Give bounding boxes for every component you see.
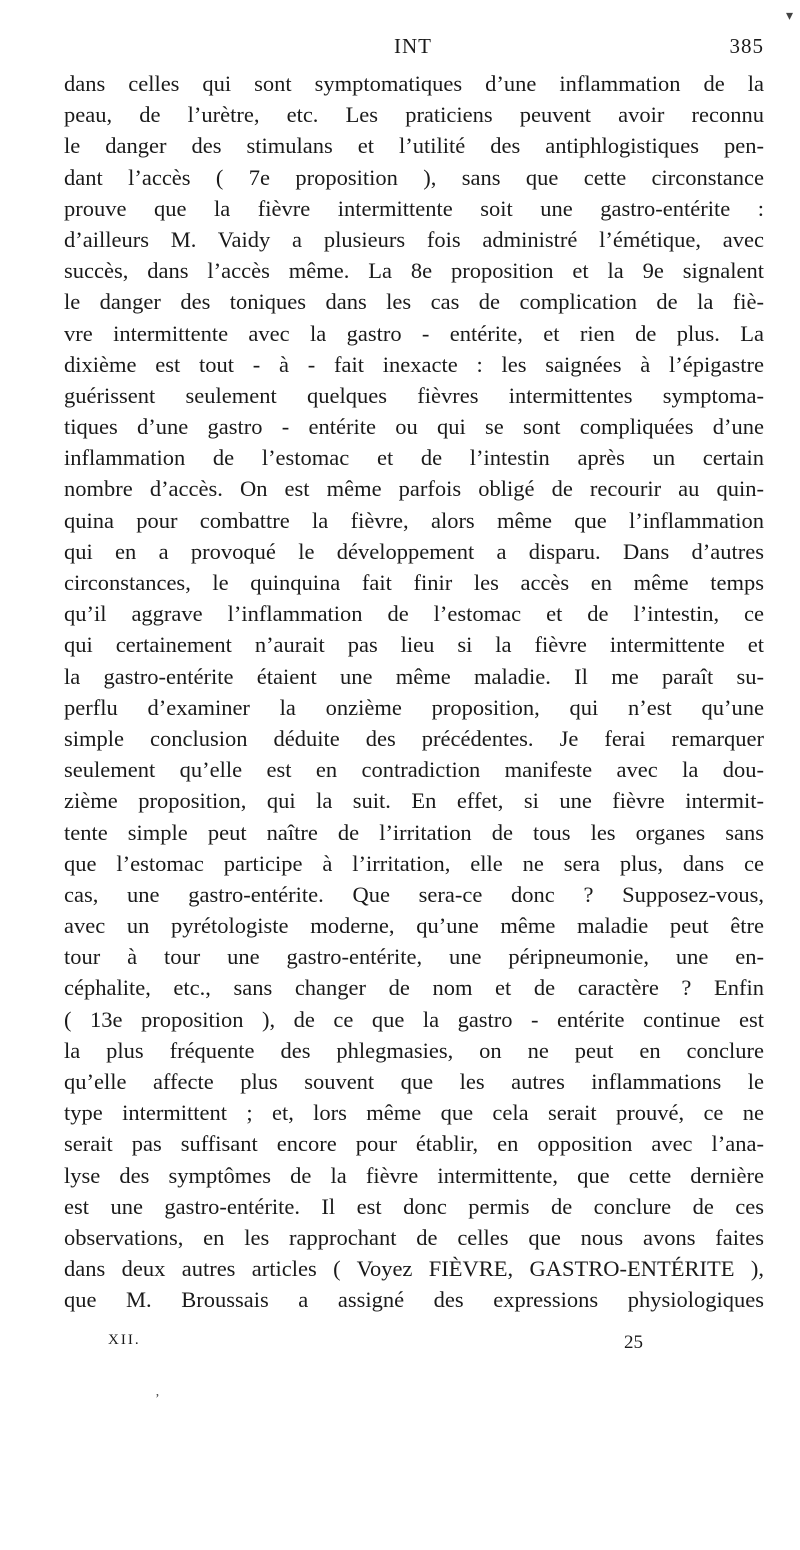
text-line: qu’elle affecte plus souvent que les autres inflammations le	[64, 1069, 764, 1094]
text-line: inflammation de l’estomac et de l’intestin après un certain	[64, 445, 764, 471]
text-line: nombre d’accès. On est même parfois obligé de recourir au quin-	[64, 476, 764, 502]
running-title: INT	[394, 34, 432, 58]
text-line: observations, en les rapprochant de celles que nous avons faites	[64, 1224, 764, 1250]
text-line: circonstances, le quinquina fait finir les accès en même temps	[64, 570, 764, 595]
text-line: qui en a provoqué le développement a disparu. Dans d’autres	[64, 538, 764, 564]
text-line: perflu d’examiner la onzième proposition, qui n’est qu’une	[64, 694, 764, 720]
text-line: le danger des toniques dans les cas de complication de la fiè-	[64, 289, 764, 315]
text-line: zième proposition, qui la suit. En effet, si une fièvre intermit-	[64, 788, 764, 814]
text-line: dixième est tout - à - fait inexacte : les saignées à l’épigastre	[64, 351, 764, 377]
text-line: simple conclusion déduite des précédentes. Je ferai remarquer	[64, 725, 764, 751]
stray-mark: ʼ	[155, 1392, 160, 1407]
text-line: le danger des stimulans et l’utilité des antiphlogistiques pen-	[64, 133, 764, 159]
text-line: vre intermittente avec la gastro - entérite, et rien de plus. La	[64, 320, 764, 346]
text-line: lyse des symptômes de la fièvre intermittente, que cette dernière	[64, 1162, 764, 1188]
text-line: type intermittent ; et, lors même que cela serait prouvé, ce ne	[64, 1100, 764, 1126]
body-text	[64, 68, 764, 1316]
text-line: serait pas suffisant encore pour établir, en opposition avec l’ana-	[64, 1131, 764, 1157]
text-line: tour à tour une gastro-entérite, une péripneumonie, une en-	[64, 944, 764, 970]
text-line: tiques d’une gastro - entérite ou qui se sont compliquées d’une	[64, 414, 764, 440]
running-header	[64, 34, 764, 64]
text-line: dant l’accès ( 7e proposition ), sans que cette circonstance	[64, 164, 764, 190]
signature-mark: XII.	[108, 1332, 141, 1348]
page-footer	[108, 1332, 668, 1360]
text-line: tente simple peut naître de l’irritation de tous les organes sans	[64, 819, 764, 845]
text-line: qui certainement n’aurait pas lieu si la fièvre intermittente et	[64, 632, 764, 658]
text-line: qu’il aggrave l’inflammation de l’estomac et de l’intestin, ce	[64, 601, 764, 627]
stray-mark: ▾	[786, 9, 794, 24]
text-line: avec un pyrétologiste moderne, qu’une même maladie peut être	[64, 913, 764, 939]
text-line: ( 13e proposition ), de ce que la gastro - entérite continue est	[64, 1006, 764, 1032]
text-line: céphalite, etc., sans changer de nom et de caractère ? Enfin	[64, 975, 764, 1001]
text-line: dans deux autres articles ( Voyez FIÈVRE, GASTRO-ENTÉRITE ),	[64, 1256, 764, 1282]
text-line: peau, de l’urètre, etc. Les praticiens peuvent avoir reconnu	[64, 102, 764, 128]
text-line: est une gastro-entérite. Il est donc permis de conclure de ces	[64, 1193, 764, 1219]
text-line: la plus fréquente des phlegmasies, on ne peut en conclure	[64, 1037, 764, 1063]
text-line: guérissent seulement quelques fièvres intermittentes symptoma-	[64, 382, 764, 408]
gathering-number: 25	[624, 1332, 643, 1353]
text-line: que l’estomac participe à l’irritation, elle ne sera plus, dans ce	[64, 850, 764, 876]
text-line: quina pour combattre la fièvre, alors même que l’inflammation	[64, 507, 764, 533]
text-line: la gastro-entérite étaient une même maladie. Il me paraît su-	[64, 663, 764, 689]
text-line: prouve que la fièvre intermittente soit une gastro-entérite :	[64, 195, 764, 221]
text-line: que M. Broussais a assigné des expressions physiologiques	[64, 1287, 764, 1313]
text-line: dans celles qui sont symptomatiques d’une inflammation de la	[64, 71, 764, 96]
page-number: 385	[729, 34, 764, 58]
text-line: cas, une gastro-entérite. Que sera-ce donc ? Supposez-vous,	[64, 881, 764, 907]
text-line: succès, dans l’accès même. La 8e proposition et la 9e signalent	[64, 258, 764, 284]
text-line: seulement qu’elle est en contradiction manifeste avec la dou-	[64, 757, 764, 783]
text-line: d’ailleurs M. Vaidy a plusieurs fois administré l’émétique, avec	[64, 226, 764, 252]
